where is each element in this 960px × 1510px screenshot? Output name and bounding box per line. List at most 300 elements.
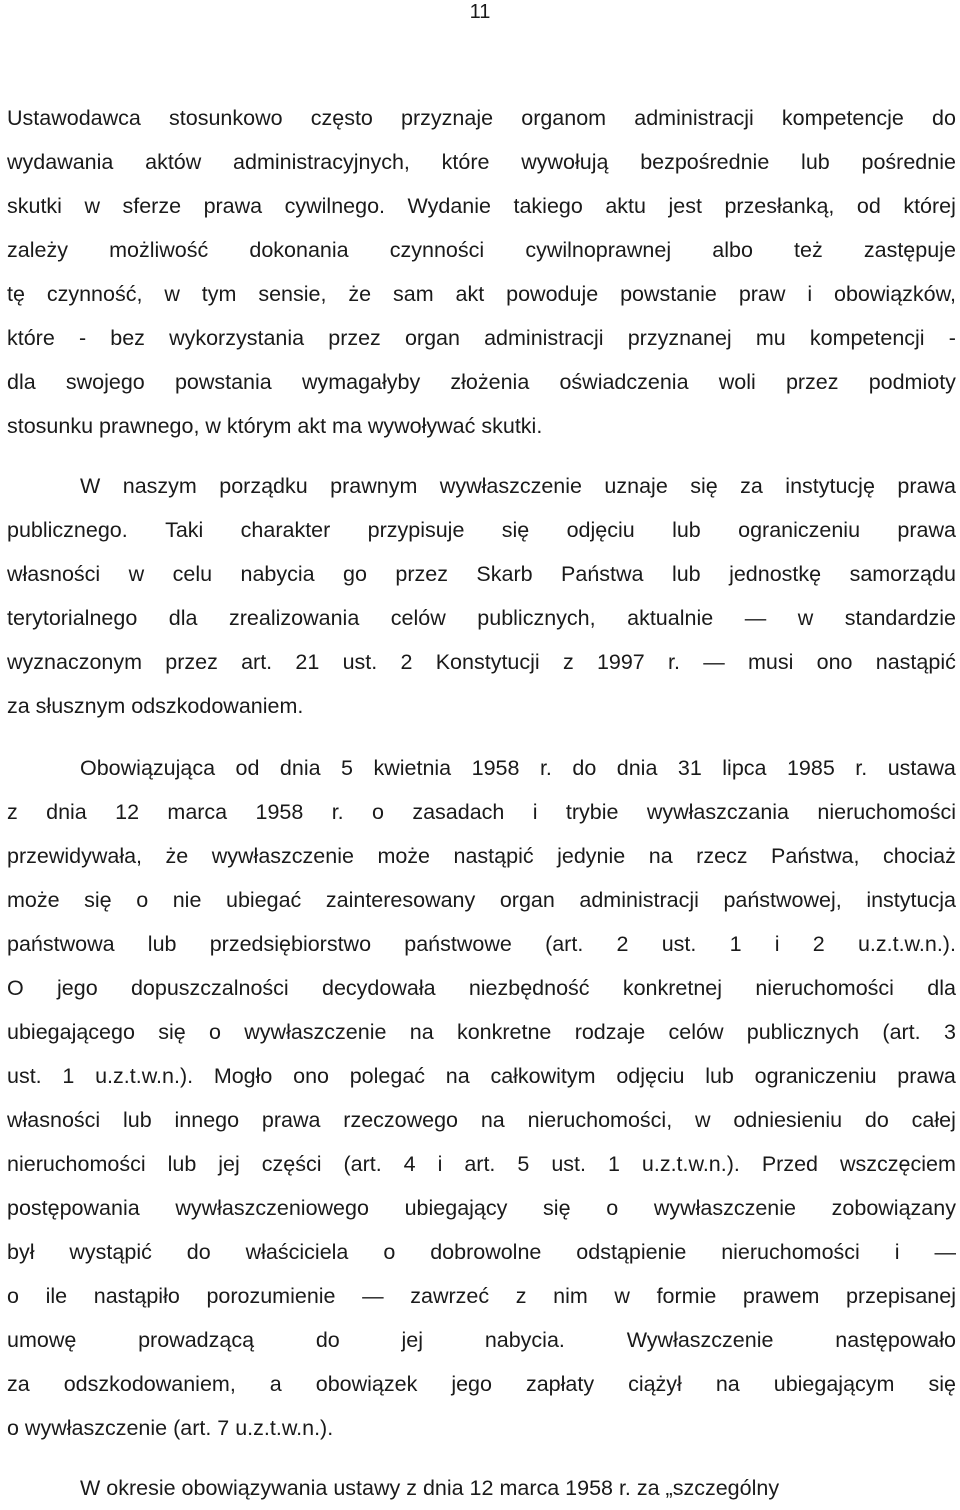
word: przepisanej <box>846 1284 956 1308</box>
text-line <box>7 640 956 684</box>
word: zrealizowania <box>229 606 360 630</box>
word: obowiązek <box>315 1372 418 1396</box>
word: nabycia <box>240 562 315 586</box>
word: które <box>441 150 490 174</box>
word: organ <box>499 888 555 912</box>
text-line <box>7 1406 956 1450</box>
line-text: o wywłaszczenie (art. 7 u.z.t.w.n.). <box>7 1416 334 1440</box>
word: umowę <box>7 1328 77 1352</box>
word: takiego <box>513 194 583 218</box>
word: konkretnej <box>622 976 723 1000</box>
word: ust. <box>342 650 378 674</box>
word: 1 <box>607 1152 620 1176</box>
word: przesłanką, <box>724 194 835 218</box>
word: przyznanej <box>627 326 732 350</box>
word: prawa <box>897 518 956 542</box>
word: jego <box>57 976 98 1000</box>
word: Taki <box>165 518 204 542</box>
word: przez <box>165 650 218 674</box>
word: całej <box>911 1108 956 1132</box>
word: przyznaje <box>401 106 494 130</box>
word: albo <box>712 238 753 262</box>
word: jej <box>218 1152 240 1176</box>
paragraph-1 <box>7 96 956 448</box>
word: w <box>797 606 814 630</box>
word: — <box>362 1284 384 1308</box>
word: lipca <box>722 756 767 780</box>
word: rzecz <box>696 844 748 868</box>
text-line <box>7 834 956 878</box>
word: 2 <box>400 650 413 674</box>
word: wywłaszczania <box>646 800 790 824</box>
word: administracji <box>579 888 699 912</box>
text-line <box>7 1318 956 1362</box>
word: o <box>372 800 384 824</box>
word: trybie <box>565 800 619 824</box>
word: w <box>128 562 145 586</box>
word: u.z.t.w.n.). <box>857 932 956 956</box>
word: wyznaczonym <box>7 650 143 674</box>
word: w <box>614 1284 630 1308</box>
word: o <box>7 1284 19 1308</box>
word: czynność, <box>46 282 143 306</box>
word: Skarb <box>476 562 533 586</box>
word: następowało <box>835 1328 956 1352</box>
word: lub <box>705 1064 734 1088</box>
word: odstąpienie <box>576 1240 687 1264</box>
text-line <box>7 184 956 228</box>
word: się <box>690 474 718 498</box>
word: Wydanie <box>407 194 491 218</box>
word: wywłaszczenie <box>439 474 582 498</box>
word: polegać <box>349 1064 426 1088</box>
word: do <box>864 1108 889 1132</box>
word: 5 <box>341 756 353 780</box>
word: ust. <box>661 932 697 956</box>
word: dla <box>927 976 956 1000</box>
word: (art. <box>882 1020 921 1044</box>
word: przypisuje <box>367 518 465 542</box>
word: i <box>437 1152 443 1176</box>
word: był <box>7 1240 35 1264</box>
word: powstania <box>174 370 272 394</box>
word: cywilnego. <box>284 194 386 218</box>
word: jednostkę <box>729 562 822 586</box>
word: ubiegającym <box>773 1372 895 1396</box>
line-text: za słusznym odszkodowaniem. <box>7 694 304 718</box>
word: przewidywała, <box>7 844 143 868</box>
word: praw <box>738 282 786 306</box>
word: ono <box>816 650 853 674</box>
word: samorządu <box>849 562 956 586</box>
text-line <box>7 922 956 966</box>
word: od <box>856 194 881 218</box>
word: 1997 <box>596 650 645 674</box>
word: niezbędność <box>468 976 590 1000</box>
word: zasadach <box>412 800 505 824</box>
word: bezpośrednie <box>640 150 770 174</box>
word: i <box>807 282 813 306</box>
word: nastąpiło <box>93 1284 180 1308</box>
word: charakter <box>240 518 331 542</box>
word: zależy <box>7 238 68 262</box>
word: formie <box>656 1284 717 1308</box>
word: zawrzeć <box>410 1284 490 1308</box>
word: cywilnoprawnej <box>525 238 672 262</box>
word: musi <box>747 650 794 674</box>
word: stosunkowo <box>169 106 283 130</box>
text-line <box>7 1098 956 1142</box>
word: sensie, <box>258 282 327 306</box>
word: dnia <box>616 756 658 780</box>
text-line <box>7 1274 956 1318</box>
word: (art. <box>343 1152 382 1176</box>
word: aktu <box>605 194 646 218</box>
word: może <box>7 888 60 912</box>
word: o <box>606 1196 619 1220</box>
word: dnia <box>279 756 321 780</box>
word: 1 <box>729 932 742 956</box>
word: postępowania <box>7 1196 140 1220</box>
text-line <box>7 790 956 834</box>
word: marca <box>167 800 228 824</box>
word: r. <box>331 800 344 824</box>
word: lub <box>672 518 701 542</box>
word: często <box>310 106 373 130</box>
word: ile <box>45 1284 68 1308</box>
word: art. <box>464 1152 496 1176</box>
word: możliwość <box>109 238 209 262</box>
word: czynności <box>389 238 485 262</box>
text-line <box>7 1362 956 1406</box>
word: wywłaszczenie <box>244 1020 387 1044</box>
word: lub <box>671 562 701 586</box>
word: że <box>165 844 189 868</box>
word: której <box>903 194 956 218</box>
word: pośrednie <box>861 150 956 174</box>
word: skutki <box>7 194 62 218</box>
word: r. <box>855 756 868 780</box>
word: całkowitym <box>490 1064 596 1088</box>
word: na <box>445 1064 470 1088</box>
word: z <box>562 650 574 674</box>
word: tym <box>201 282 237 306</box>
word: administracji <box>484 326 604 350</box>
word: 5 <box>517 1152 530 1176</box>
word: celu <box>172 562 213 586</box>
word: - <box>78 326 87 350</box>
text-line <box>7 1010 956 1054</box>
word: z <box>7 800 18 824</box>
word: odjęciu <box>616 1064 685 1088</box>
word: art. <box>241 650 273 674</box>
word: ubiegać <box>225 888 302 912</box>
word: prawem <box>742 1284 820 1308</box>
word: się <box>543 1196 571 1220</box>
word: na <box>715 1372 740 1396</box>
word: też <box>794 238 823 262</box>
word: wymagałyby <box>301 370 421 394</box>
word: nieruchomości <box>817 800 956 824</box>
word: mu <box>755 326 786 350</box>
text-line <box>7 966 956 1010</box>
word: się <box>501 518 530 542</box>
word: i <box>894 1240 900 1264</box>
word: nieruchomości <box>721 1240 860 1264</box>
word: dla <box>7 370 36 394</box>
word: nieruchomości <box>755 976 894 1000</box>
text-line <box>7 596 956 640</box>
word: r. <box>668 650 680 674</box>
word: kompetencje <box>781 106 904 130</box>
word: odszkodowaniem, <box>63 1372 236 1396</box>
word: u.z.t.w.n.). <box>95 1064 194 1088</box>
word: Przed <box>761 1152 819 1176</box>
word: publicznego. <box>7 518 128 542</box>
word: zobowiązany <box>831 1196 956 1220</box>
word: może <box>377 844 431 868</box>
word: nieruchomości, <box>527 1108 673 1132</box>
word: przez <box>328 326 381 350</box>
word: Ustawodawca <box>7 106 141 130</box>
word: państwowej, <box>723 888 842 912</box>
word: porozumienie <box>206 1284 336 1308</box>
word: własności <box>7 1108 101 1132</box>
word: ust. <box>551 1152 586 1176</box>
word: wydawania <box>7 150 114 174</box>
word: które <box>7 326 55 350</box>
word: 31 <box>677 756 702 780</box>
word: wykorzystania <box>169 326 305 350</box>
word: własności <box>7 562 101 586</box>
word: Państwa, <box>771 844 860 868</box>
word: ustawa <box>887 756 956 780</box>
word: nabycia. <box>484 1328 565 1352</box>
word: bez <box>110 326 145 350</box>
word: 21 <box>295 650 320 674</box>
word: przedsiębiorstwo <box>209 932 372 956</box>
word: — <box>934 1240 956 1264</box>
word: 4 <box>403 1152 416 1176</box>
word: wywołują <box>521 150 609 174</box>
word: ubiegającego <box>7 1020 135 1044</box>
word: za <box>7 1372 30 1396</box>
word: Wywłaszczenie <box>626 1328 774 1352</box>
word: uznaje <box>604 474 668 498</box>
paragraph-3 <box>7 746 956 1450</box>
word: publicznych <box>746 1020 860 1044</box>
word: wystąpić <box>69 1240 152 1264</box>
word: prowadzącą <box>138 1328 255 1352</box>
word: właściciela <box>245 1240 349 1264</box>
word: do <box>572 756 597 780</box>
word: instytucja <box>866 888 956 912</box>
word: podmioty <box>868 370 956 394</box>
word: przez <box>785 370 839 394</box>
word: do <box>932 106 956 130</box>
word: prawa <box>897 474 956 498</box>
word: 1958 <box>255 800 304 824</box>
text-line <box>7 1142 956 1186</box>
word: na <box>409 1020 434 1044</box>
word: terytorialnego <box>7 606 138 630</box>
text-line <box>7 746 956 790</box>
word: administracyjnych, <box>233 150 410 174</box>
word: na <box>480 1108 505 1132</box>
word: w <box>694 1108 711 1132</box>
line-text: W okresie obowiązywania ustawy z dnia 12 marca 1958 r. za „szczególny <box>80 1476 780 1500</box>
word: do <box>186 1240 211 1264</box>
word: u.z.t.w.n.). <box>641 1152 740 1176</box>
word: ubiegający <box>404 1196 508 1220</box>
word: 12 <box>115 800 140 824</box>
word: lub <box>801 150 830 174</box>
word: aktów <box>145 150 202 174</box>
text-line <box>7 508 956 552</box>
word: — <box>744 606 767 630</box>
text-line <box>7 1054 956 1098</box>
word: ust. <box>7 1064 42 1088</box>
word: 1 <box>62 1064 75 1088</box>
word: prawnym <box>330 474 418 498</box>
page-number: 11 <box>469 1 491 23</box>
word: odniesieniu <box>733 1108 843 1132</box>
word: dla <box>168 606 198 630</box>
text-line <box>7 140 956 184</box>
word: (art. <box>545 932 584 956</box>
word: się <box>158 1020 186 1044</box>
word: 2 <box>812 932 825 956</box>
word: akt <box>455 282 485 306</box>
word: części <box>261 1152 322 1176</box>
word: z <box>515 1284 527 1308</box>
line-text: stosunku prawnego, w którym akt ma wywoływać skutki. <box>7 414 543 438</box>
word: dokonania <box>249 238 349 262</box>
word: publicznych, <box>477 606 596 630</box>
word: jedynie <box>557 844 626 868</box>
word: od <box>235 756 260 780</box>
word: ograniczeniu <box>738 518 861 542</box>
word: na <box>648 844 673 868</box>
word: państwowa <box>7 932 115 956</box>
word: rzeczowego <box>343 1108 459 1132</box>
word: przez <box>395 562 448 586</box>
word: lub <box>147 932 177 956</box>
text-line <box>7 316 956 360</box>
word: celów <box>390 606 446 630</box>
text-line <box>7 684 956 728</box>
word: w <box>84 194 100 218</box>
word: tę <box>7 282 25 306</box>
word: rodzaje <box>574 1020 646 1044</box>
text-line <box>7 272 956 316</box>
word: dnia <box>46 800 87 824</box>
word: Konstytucji <box>435 650 540 674</box>
word: i <box>774 932 780 956</box>
word: Obowiązująca <box>80 756 216 780</box>
word: zapłaty <box>525 1372 595 1396</box>
word: nastąpić <box>453 844 534 868</box>
word: kompetencji <box>809 326 925 350</box>
word: 1958 <box>471 756 520 780</box>
word: porządku <box>219 474 308 498</box>
word: innego <box>174 1108 240 1132</box>
word: i <box>532 800 538 824</box>
word: wywłaszczenie <box>653 1196 796 1220</box>
word: O <box>7 976 24 1000</box>
word: zastępuje <box>863 238 956 262</box>
word: organ <box>404 326 460 350</box>
word: powoduje <box>506 282 599 306</box>
word: ograniczeniu <box>754 1064 877 1088</box>
word: woli <box>718 370 756 394</box>
word: W <box>80 474 101 498</box>
word: nieruchomości <box>7 1152 146 1176</box>
word: w <box>164 282 180 306</box>
word: zainteresowany <box>325 888 476 912</box>
word: odjęciu <box>566 518 635 542</box>
word: ciążył <box>628 1372 682 1396</box>
word: jej <box>401 1328 424 1352</box>
text-line <box>7 96 956 140</box>
word: wywłaszczenie <box>211 844 354 868</box>
word: prawa <box>897 1064 956 1088</box>
word: Mogło <box>213 1064 273 1088</box>
word: decydowała <box>322 976 436 1000</box>
word: organom <box>521 106 607 130</box>
word: go <box>343 562 367 586</box>
word: - <box>948 326 956 350</box>
word: o <box>209 1020 221 1044</box>
paragraph-4 <box>7 1466 956 1510</box>
text-line <box>7 1186 956 1230</box>
word: a <box>269 1372 282 1396</box>
word: wywłaszczeniowego <box>175 1196 369 1220</box>
text-line <box>7 1230 956 1274</box>
word: powstanie <box>620 282 717 306</box>
word: sferze <box>122 194 182 218</box>
word: państwowe <box>404 932 512 956</box>
word: celów <box>668 1020 724 1044</box>
word: konkretne <box>456 1020 552 1044</box>
word: oświadczenia <box>559 370 689 394</box>
word: lub <box>123 1108 152 1132</box>
word: 1985 <box>786 756 835 780</box>
text-line <box>7 404 956 448</box>
text-line <box>7 878 956 922</box>
word: prawa <box>203 194 263 218</box>
text-line <box>7 464 956 508</box>
word: r. <box>539 756 552 780</box>
word: nastąpić <box>875 650 956 674</box>
word: jego <box>451 1372 492 1396</box>
text-line <box>7 360 956 404</box>
word: o <box>383 1240 396 1264</box>
paragraph-2 <box>7 464 956 728</box>
word: 2 <box>616 932 629 956</box>
word: ono <box>293 1064 329 1088</box>
word: — <box>703 650 725 674</box>
word: do <box>315 1328 340 1352</box>
word: lub <box>167 1152 197 1176</box>
word: sam <box>393 282 434 306</box>
word: złożenia <box>450 370 530 394</box>
word: chociaż <box>882 844 956 868</box>
text-line <box>7 1466 956 1510</box>
word: aktualnie <box>627 606 714 630</box>
word: że <box>348 282 372 306</box>
word: Państwa <box>561 562 644 586</box>
